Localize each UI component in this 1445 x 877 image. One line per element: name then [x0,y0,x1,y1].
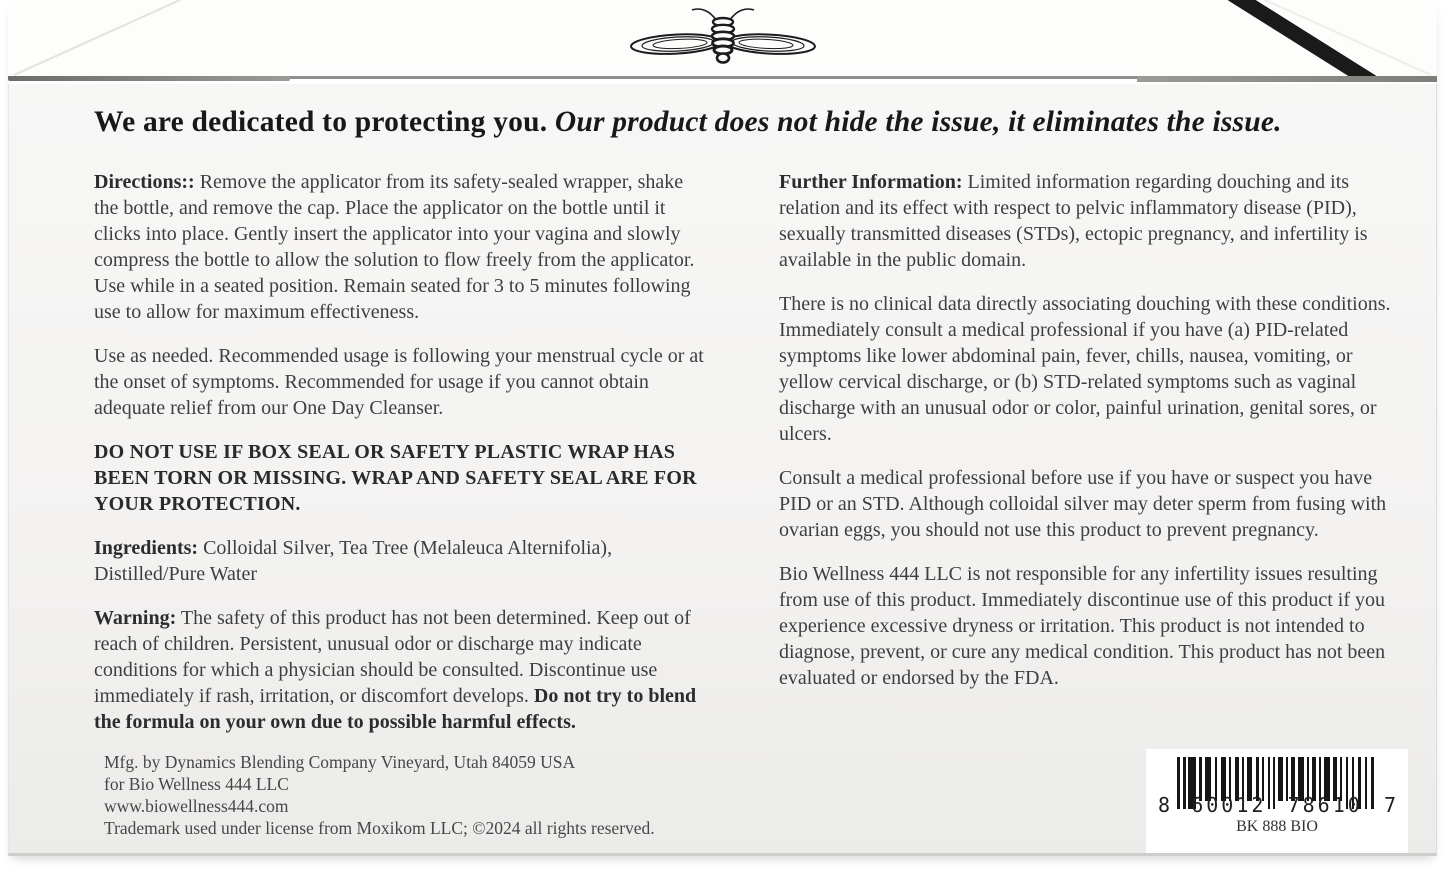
mfg-line: Mfg. by Dynamics Blending Company Vineyard, Utah 84059 USA [104,752,576,772]
warning-bold-tail: Do not try to blend the formula on your own due to possible harmful effects. [94,685,697,733]
barcode-label [1146,749,1408,853]
headline [9,84,1436,139]
ingredients-text: Colloidal Silver, Tea Tree (Melaleuca Alternifolia), Distilled/Pure Water [94,537,613,585]
further-info-text: Limited information regarding douching and its relation and its effect with respect to pelvic inflammatory disease (PID), sexually transmitted diseases (STDs), ectopic pregnancy, and infertility is available in the public domain. [779,171,1368,271]
product-box-back-panel [8,0,1437,856]
usage-paragraph: Use as needed. Recommended usage is following your menstrual cycle or at the onset of symptoms. Recommended for usage if you cannot obtain adequate relief from our One Day Cleanser. [94,345,704,419]
clinical-paragraph: There is no clinical data directly associating douching with these conditions. Immediately consult a medical professional if you have (a) PID-related symptoms like lower abdominal pain, fever, chills, nausea, vomiting, or yellow cervical discharge, or (b) STD-related symptoms such as vaginal discharge with an unusual odor or color, painful urination, genital sores, or ulcers. [779,293,1391,445]
manufacturer-info [104,751,655,839]
text-columns [9,139,1436,753]
box-lid-edge [8,76,1437,84]
further-info-label: Further Information: [779,171,963,193]
barcode-digit-right: 7 [1383,793,1396,817]
barcode-group-left: 60012 [1191,793,1267,817]
mfg-line: for Bio Wellness 444 LLC [104,774,289,794]
headline-lead: We are dedicated to protecting you. [94,106,548,138]
directions-label: Directions:: [94,171,195,193]
bee-icon [628,4,818,68]
warning-label: Warning: [94,607,177,629]
barcode-digits [1158,793,1396,817]
consult-paragraph: Consult a medical professional before use if you have or suspect you have PID or an STD. Although colloidal silver may deter sperm from fusing with ovarian eggs, you should not use this product to prevent pregnancy. [779,467,1387,541]
sku-code: BK 888 BIO [1236,818,1318,835]
seal-warning-paragraph: DO NOT USE IF BOX SEAL OR SAFETY PLASTIC WRAP HAS BEEN TORN OR MISSING. WRAP AND SAFETY SEAL ARE FOR YOUR PROTECTION. [94,441,697,515]
liability-paragraph: Bio Wellness 444 LLC is not responsible for any infertility issues resulting from use of this product. Immediately discontinue use of this product if you experience excessive dryness or irritation. This product is not intended to diagnose, prevent, or cure any medical condition. This product has not been evaluated or endorsed by the FDA. [779,563,1386,689]
barcode-digit-left: 8 [1158,793,1171,817]
directions-paragraph [94,169,711,325]
box-top-flap [8,0,1437,76]
headline-emphasis: Our product does not hide the issue, it eliminates the issue. [547,106,1282,138]
lid-edge-left-shadow [8,76,290,81]
lid-edge-seam-line [290,76,1137,79]
directions-text: Remove the applicator from its safety-sealed wrapper, shake the bottle, and remove the cap. Place the applicator on the bottle until it clicks into place. Gently insert the applicator into your vagina and slowly compress the bottle to allow the solution to flow freely from the applicator. Use while in a seated position. Remain seated for 3 to 5 minutes following use to allow for maximum effectiveness. [94,171,695,323]
trademark-line: Trademark used under license from Moxikom LLC; ©2024 all rights reserved. [104,818,655,838]
lid-edge-right-shadow [1137,76,1437,82]
barcode-group-right: 78610 [1287,793,1363,817]
further-info-paragraph [779,169,1396,273]
warning-paragraph [94,605,711,735]
left-column [94,169,711,753]
website-url: www.biowellness444.com [104,796,289,816]
warning-text: The safety of this product has not been determined. Keep out of reach of children. Persistent, unusual odor or discharge may indicate conditions for which a physician should be consulted. Discontinue use immediately if rash, irritation, or discomfort develops. [94,607,691,707]
ingredients-label: Ingredients: [94,537,199,559]
ingredients-paragraph [94,535,711,587]
right-column [779,169,1396,753]
back-panel [8,84,1437,856]
